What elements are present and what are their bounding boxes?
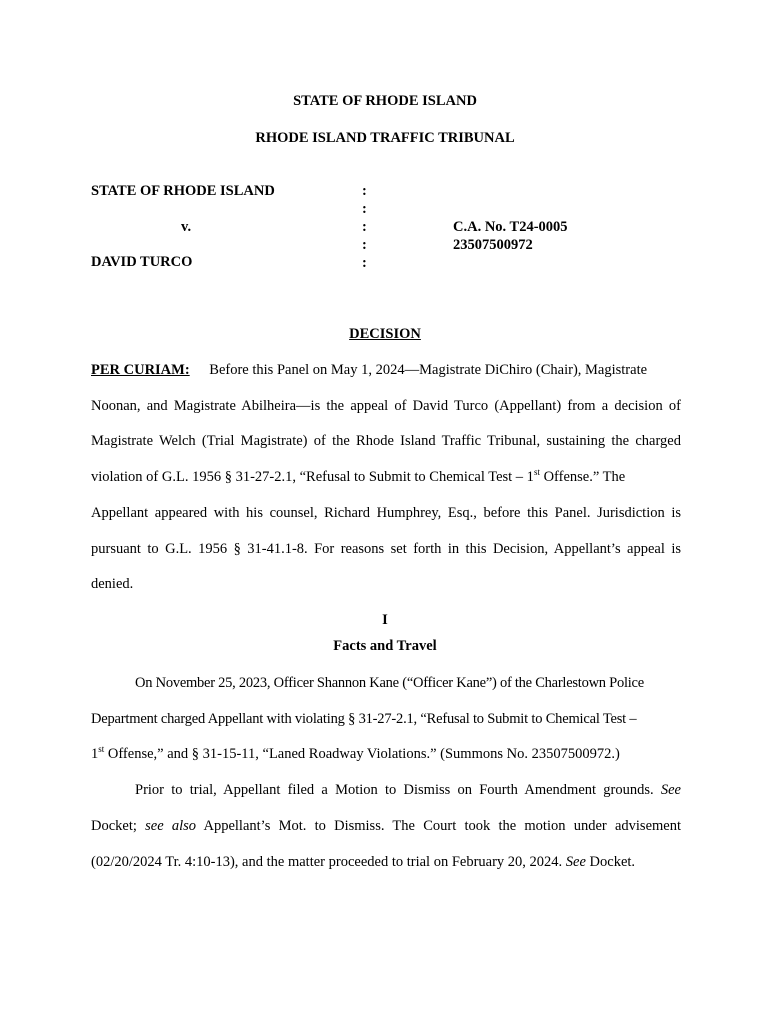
caption-defendant: DAVID TURCO: [91, 254, 193, 270]
para1-text: Before this Panel on May 1, 2024—Magistrate DiChiro (Chair), Magistrate: [209, 362, 648, 378]
para1-line3: Magistrate Welch (Trial Magistrate) of the Rhode Island Traffic Tribunal, sustaining the charged: [91, 433, 681, 449]
para1-line7: denied.: [91, 576, 134, 592]
section-numeral: I: [382, 612, 388, 628]
superscript: st: [533, 467, 540, 477]
para1-line4-end: Offense.” The: [539, 469, 626, 485]
para1-line4: [91, 469, 681, 486]
caption-colon: :: [362, 219, 367, 235]
per-curiam-label: PER CURIAM:: [91, 362, 190, 378]
signal-see-also: see also: [145, 818, 197, 834]
para3-line3: [91, 854, 681, 871]
para2-line3-text: Offense,” and § 31-15-11, “Laned Roadway Violations.” (Summons No. 23507500972.): [104, 746, 620, 762]
caption-versus: v.: [181, 219, 192, 235]
caption-colon: :: [362, 201, 367, 217]
para3-line2-start: Docket;: [91, 818, 146, 834]
signal-see: See: [660, 782, 681, 798]
case-number: C.A. No. T24-0005: [453, 219, 568, 235]
section-title: Facts and Travel: [333, 638, 437, 654]
para1-line5: Appellant appeared with his counsel, Richard Humphrey, Esq., before this Panel. Jurisdiction is: [91, 505, 681, 521]
para2-line3: [91, 746, 681, 763]
header-state: STATE OF RHODE ISLAND: [293, 93, 477, 109]
para3-line3-end: Docket.: [585, 854, 636, 870]
summons-number: 23507500972: [453, 237, 533, 253]
caption-plaintiff: STATE OF RHODE ISLAND: [91, 183, 275, 199]
para2-line3-num: 1: [91, 746, 99, 762]
header-tribunal: RHODE ISLAND TRAFFIC TRIBUNAL: [255, 130, 515, 146]
para1-line1: [91, 362, 681, 379]
para1-line2: Noonan, and Magistrate Abilheira—is the appeal of David Turco (Appellant) from a decision of: [91, 398, 681, 414]
signal-see: See: [565, 854, 586, 870]
para3-line2-text: Appellant’s Mot. to Dismiss. The Court took the motion under advisement: [196, 818, 681, 834]
caption-colon: :: [362, 255, 367, 271]
para3-line2: [91, 818, 681, 835]
caption-colon: :: [362, 237, 367, 253]
para1-line6: pursuant to G.L. 1956 § 31-41.1-8. For reasons set forth in this Decision, Appellant’s appeal is: [91, 541, 681, 557]
caption-colon: :: [362, 183, 367, 199]
para2-line2: Department charged Appellant with violating § 31-27-2.1, “Refusal to Submit to Chemical Test –: [91, 711, 637, 727]
superscript: st: [98, 744, 105, 754]
para3-line1: [135, 782, 681, 799]
para3-line3-text: (02/20/2024 Tr. 4:10-13), and the matter proceeded to trial on February 20, 2024.: [91, 854, 566, 870]
para2-line1: On November 25, 2023, Officer Shannon Kane (“Officer Kane”) of the Charlestown Police: [135, 675, 644, 691]
decision-title: DECISION: [349, 326, 421, 342]
para1-line4-text: violation of G.L. 1956 § 31-27-2.1, “Refusal to Submit to Chemical Test – 1: [91, 469, 534, 485]
para3-line1-text: Prior to trial, Appellant filed a Motion to Dismiss on Fourth Amendment grounds.: [135, 782, 661, 798]
